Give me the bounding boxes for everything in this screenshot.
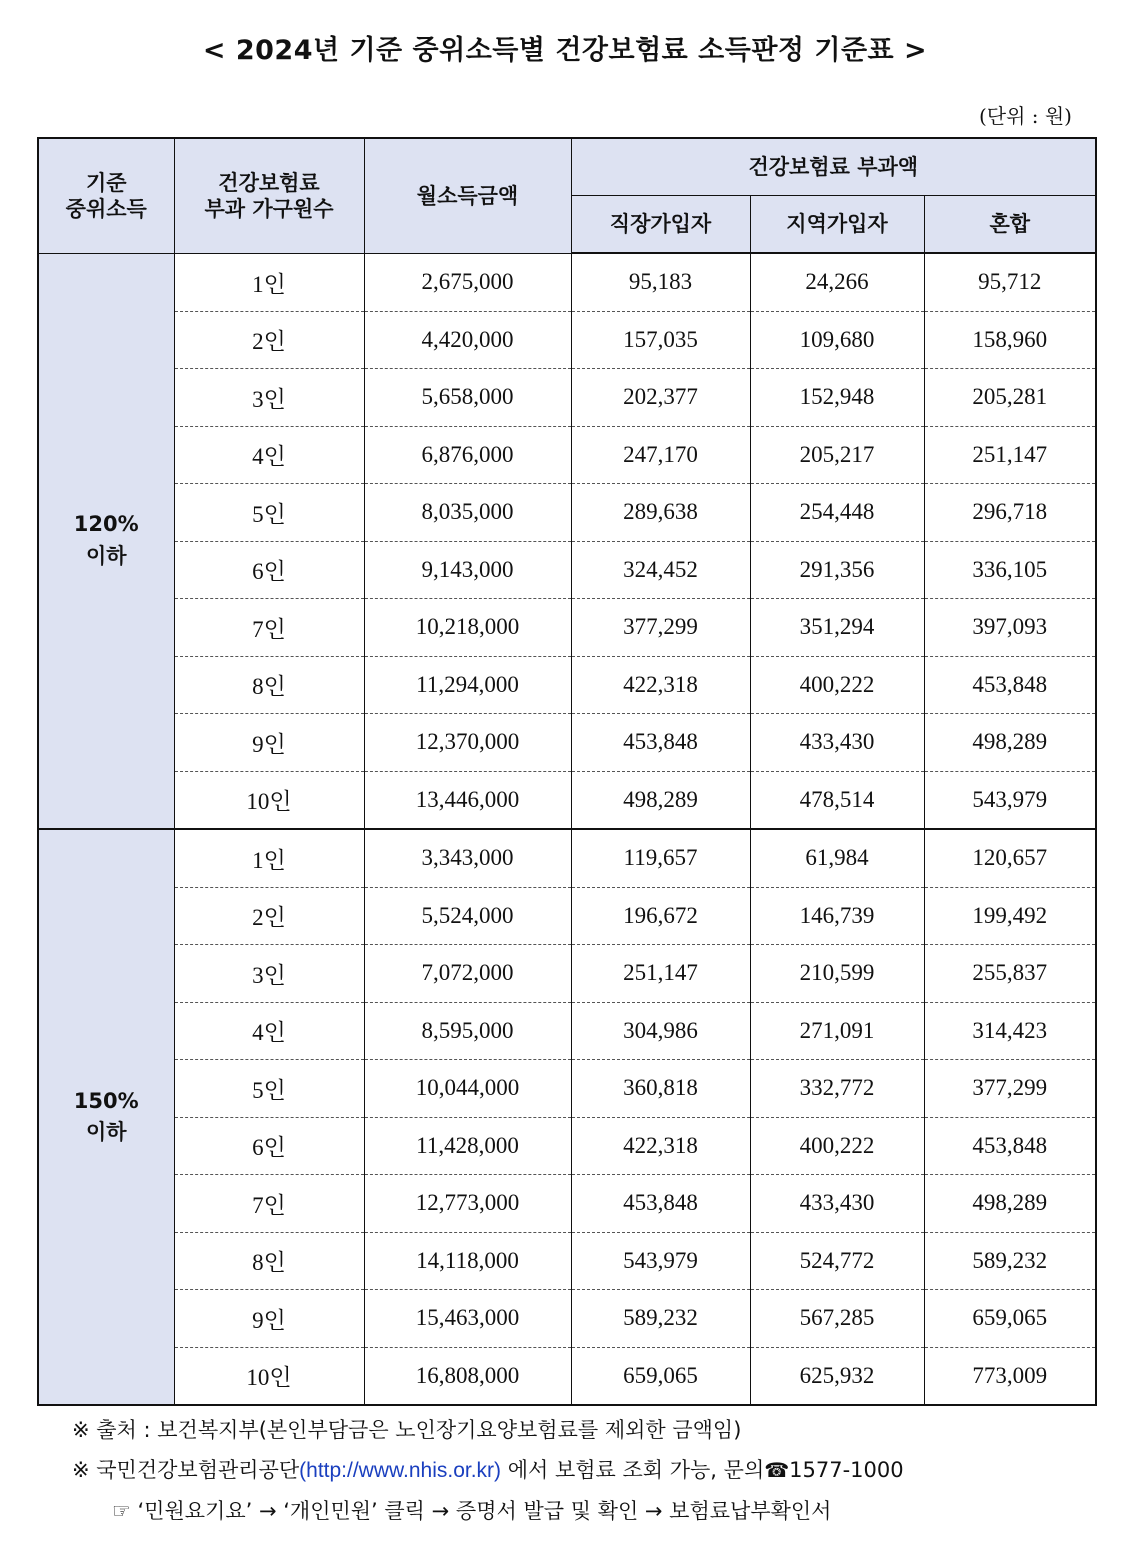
household-size-cell: 5인 (174, 484, 364, 542)
household-size-cell: 6인 (174, 541, 364, 599)
table-row (38, 1347, 1096, 1405)
monthly-income-cell: 14,118,000 (364, 1232, 571, 1290)
mixed-premium-cell: 95,712 (924, 253, 1096, 311)
monthly-income-cell: 10,044,000 (364, 1060, 571, 1118)
employee-premium-cell: 324,452 (571, 541, 750, 599)
mixed-premium-cell: 296,718 (924, 484, 1096, 542)
household-size-cell: 8인 (174, 1232, 364, 1290)
header-monthly-income: 월소득금액 (364, 138, 571, 253)
employee-premium-cell: 95,183 (571, 253, 750, 311)
household-size-cell: 4인 (174, 426, 364, 484)
employee-premium-cell: 251,147 (571, 945, 750, 1003)
median-income-group-label: 150% 이하 (38, 829, 174, 1405)
footnotes (72, 1410, 904, 1531)
monthly-income-cell: 12,370,000 (364, 714, 571, 772)
table-row (38, 484, 1096, 542)
household-size-cell: 4인 (174, 1002, 364, 1060)
regional-premium-cell: 24,266 (750, 253, 924, 311)
monthly-income-cell: 6,876,000 (364, 426, 571, 484)
regional-premium-cell: 433,430 (750, 1175, 924, 1233)
regional-premium-cell: 210,599 (750, 945, 924, 1003)
employee-premium-cell: 377,299 (571, 599, 750, 657)
regional-premium-cell: 625,932 (750, 1347, 924, 1405)
regional-premium-cell: 254,448 (750, 484, 924, 542)
table-row (38, 426, 1096, 484)
regional-premium-cell: 61,984 (750, 829, 924, 887)
header-mixed: 혼합 (924, 196, 1096, 254)
household-size-cell: 7인 (174, 599, 364, 657)
employee-premium-cell: 453,848 (571, 714, 750, 772)
household-size-cell: 6인 (174, 1117, 364, 1175)
nhis-link[interactable]: (http://www.nhis.or.kr) (299, 1459, 502, 1482)
household-size-cell: 1인 (174, 829, 364, 887)
regional-premium-cell: 146,739 (750, 887, 924, 945)
table-row (38, 599, 1096, 657)
mixed-premium-cell: 543,979 (924, 771, 1096, 829)
note-source: ※ 출처 : 보건복지부(본인부담금은 노인장기요양보험료를 제외한 금액임) (72, 1418, 742, 1442)
median-income-group-label: 120% 이하 (38, 253, 174, 829)
household-size-cell: 2인 (174, 887, 364, 945)
household-size-cell: 7인 (174, 1175, 364, 1233)
regional-premium-cell: 332,772 (750, 1060, 924, 1118)
employee-premium-cell: 247,170 (571, 426, 750, 484)
page-title: < 2024년 기준 중위소득별 건강보험료 소득판정 기준표 > (202, 35, 928, 66)
mixed-premium-cell: 120,657 (924, 829, 1096, 887)
regional-premium-cell: 205,217 (750, 426, 924, 484)
table-row (38, 311, 1096, 369)
regional-premium-cell: 109,680 (750, 311, 924, 369)
mixed-premium-cell: 453,848 (924, 656, 1096, 714)
table-row (38, 1060, 1096, 1118)
household-size-cell: 5인 (174, 1060, 364, 1118)
table-row (38, 829, 1096, 887)
regional-premium-cell: 271,091 (750, 1002, 924, 1060)
household-size-cell: 3인 (174, 369, 364, 427)
table-body (38, 253, 1096, 1405)
monthly-income-cell: 5,524,000 (364, 887, 571, 945)
employee-premium-cell: 659,065 (571, 1347, 750, 1405)
mixed-premium-cell: 199,492 (924, 887, 1096, 945)
unit-label: (단위 : 원) (978, 104, 1072, 128)
telephone-icon: ☎ (764, 1458, 790, 1482)
monthly-income-cell: 8,595,000 (364, 1002, 571, 1060)
mixed-premium-cell: 255,837 (924, 945, 1096, 1003)
employee-premium-cell: 196,672 (571, 887, 750, 945)
mixed-premium-cell: 205,281 (924, 369, 1096, 427)
header-household-size: 건강보험료 부과 가구원수 (174, 138, 364, 253)
table-row (38, 714, 1096, 772)
mixed-premium-cell: 251,147 (924, 426, 1096, 484)
employee-premium-cell: 422,318 (571, 656, 750, 714)
mixed-premium-cell: 397,093 (924, 599, 1096, 657)
employee-premium-cell: 498,289 (571, 771, 750, 829)
employee-premium-cell: 157,035 (571, 311, 750, 369)
mixed-premium-cell: 773,009 (924, 1347, 1096, 1405)
monthly-income-cell: 11,428,000 (364, 1117, 571, 1175)
table-row (38, 1117, 1096, 1175)
mixed-premium-cell: 659,065 (924, 1290, 1096, 1348)
header-regional: 지역가입자 (750, 196, 924, 254)
employee-premium-cell: 543,979 (571, 1232, 750, 1290)
employee-premium-cell: 202,377 (571, 369, 750, 427)
monthly-income-cell: 7,072,000 (364, 945, 571, 1003)
monthly-income-cell: 15,463,000 (364, 1290, 571, 1348)
monthly-income-cell: 8,035,000 (364, 484, 571, 542)
employee-premium-cell: 119,657 (571, 829, 750, 887)
table-row (38, 1175, 1096, 1233)
table-row (38, 541, 1096, 599)
phone-number: 1577-1000 (789, 1458, 904, 1482)
monthly-income-cell: 10,218,000 (364, 599, 571, 657)
header-premium-group: 건강보험료 부과액 (571, 138, 1096, 196)
mixed-premium-cell: 314,423 (924, 1002, 1096, 1060)
household-size-cell: 8인 (174, 656, 364, 714)
regional-premium-cell: 291,356 (750, 541, 924, 599)
household-size-cell: 10인 (174, 1347, 364, 1405)
monthly-income-cell: 16,808,000 (364, 1347, 571, 1405)
household-size-cell: 2인 (174, 311, 364, 369)
mixed-premium-cell: 589,232 (924, 1232, 1096, 1290)
regional-premium-cell: 478,514 (750, 771, 924, 829)
mixed-premium-cell: 158,960 (924, 311, 1096, 369)
table-row (38, 253, 1096, 311)
employee-premium-cell: 360,818 (571, 1060, 750, 1118)
employee-premium-cell: 589,232 (571, 1290, 750, 1348)
regional-premium-cell: 433,430 (750, 714, 924, 772)
monthly-income-cell: 3,343,000 (364, 829, 571, 887)
monthly-income-cell: 9,143,000 (364, 541, 571, 599)
mixed-premium-cell: 453,848 (924, 1117, 1096, 1175)
mixed-premium-cell: 336,105 (924, 541, 1096, 599)
regional-premium-cell: 400,222 (750, 1117, 924, 1175)
regional-premium-cell: 567,285 (750, 1290, 924, 1348)
household-size-cell: 9인 (174, 1290, 364, 1348)
header-employee: 직장가입자 (571, 196, 750, 254)
monthly-income-cell: 12,773,000 (364, 1175, 571, 1233)
employee-premium-cell: 304,986 (571, 1002, 750, 1060)
monthly-income-cell: 13,446,000 (364, 771, 571, 829)
regional-premium-cell: 400,222 (750, 656, 924, 714)
table-row (38, 945, 1096, 1003)
table-row (38, 1290, 1096, 1348)
mixed-premium-cell: 498,289 (924, 714, 1096, 772)
employee-premium-cell: 453,848 (571, 1175, 750, 1233)
employee-premium-cell: 289,638 (571, 484, 750, 542)
household-size-cell: 10인 (174, 771, 364, 829)
income-table (37, 137, 1097, 1406)
monthly-income-cell: 4,420,000 (364, 311, 571, 369)
mixed-premium-cell: 377,299 (924, 1060, 1096, 1118)
note-steps: ☞ ‘민원요기요’ → ‘개인민원’ 클릭 → 증명서 발급 및 확인 → 보험료납부확인서 (112, 1499, 832, 1523)
monthly-income-cell: 11,294,000 (364, 656, 571, 714)
table-row (38, 1002, 1096, 1060)
table-row (38, 656, 1096, 714)
regional-premium-cell: 351,294 (750, 599, 924, 657)
note-nhis: ※ 국민건강보험관리공단(http://www.nhis.or.kr) 에서 보험료 조회 가능, 문의☎1577-1000 (72, 1450, 904, 1491)
monthly-income-cell: 2,675,000 (364, 253, 571, 311)
household-size-cell: 1인 (174, 253, 364, 311)
household-size-cell: 3인 (174, 945, 364, 1003)
household-size-cell: 9인 (174, 714, 364, 772)
table-row (38, 887, 1096, 945)
regional-premium-cell: 152,948 (750, 369, 924, 427)
table-row (38, 369, 1096, 427)
mixed-premium-cell: 498,289 (924, 1175, 1096, 1233)
regional-premium-cell: 524,772 (750, 1232, 924, 1290)
monthly-income-cell: 5,658,000 (364, 369, 571, 427)
table-row (38, 1232, 1096, 1290)
header-median-income: 기준 중위소득 (38, 138, 174, 253)
table-row (38, 771, 1096, 829)
employee-premium-cell: 422,318 (571, 1117, 750, 1175)
